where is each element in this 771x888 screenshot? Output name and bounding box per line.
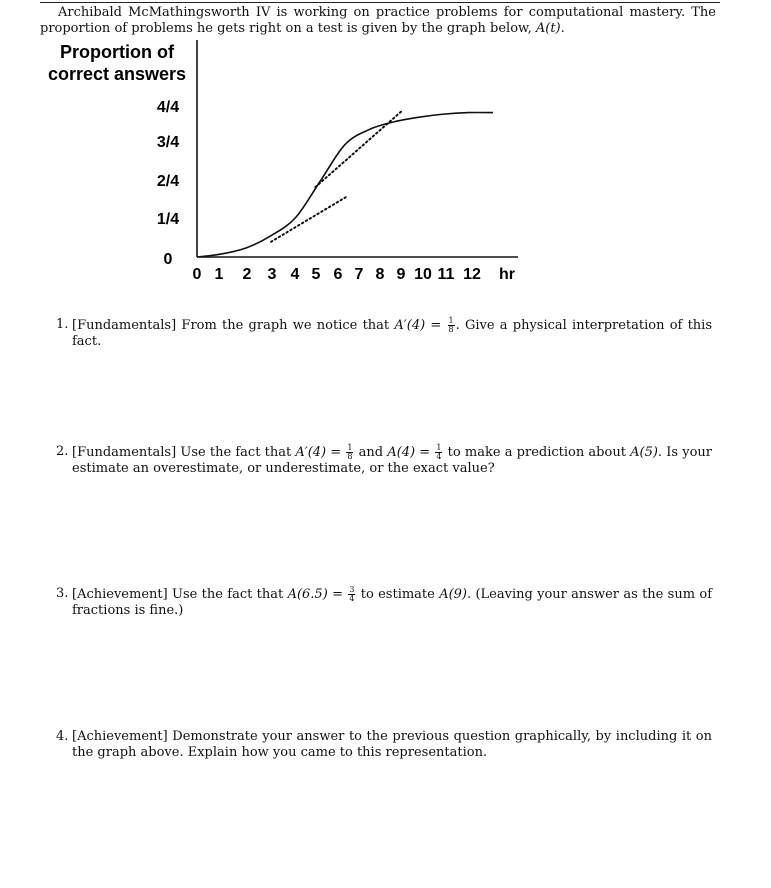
q2-frac2-num: 1 bbox=[436, 443, 442, 452]
question-4-tag: [Achievement] bbox=[72, 729, 168, 744]
x-tick-label: 0 bbox=[192, 266, 202, 283]
x-tick-label: 1 bbox=[214, 266, 224, 283]
y-axis-label bbox=[48, 42, 186, 84]
question-1-tag: [Fundamentals] bbox=[72, 318, 177, 333]
y-tick-labels bbox=[157, 99, 179, 268]
question-3-number: 3. bbox=[56, 586, 69, 601]
q1-frac-den: 8 bbox=[448, 325, 454, 334]
q4-text-1: Demonstrate your answer to the previous question graphically, by including it on the graph above. Explain how you came to this representation. bbox=[72, 729, 712, 760]
x-tick-label: 8 bbox=[375, 266, 385, 283]
question-3-tag: [Achievement] bbox=[72, 587, 168, 602]
q2-fraction-2 bbox=[435, 444, 442, 461]
x-tick-label: 2 bbox=[242, 266, 252, 283]
intro-function: A(t) bbox=[535, 21, 561, 36]
question-3 bbox=[56, 586, 712, 619]
q3-math-1: A(6.5) = bbox=[287, 587, 343, 602]
x-tick-label: 3 bbox=[267, 266, 277, 283]
series-group bbox=[197, 112, 493, 257]
x-tick-label: 9 bbox=[396, 266, 406, 283]
q3-frac-num: 3 bbox=[349, 585, 355, 594]
question-1-number: 1. bbox=[56, 317, 69, 332]
q1-text-2: . Give a physical interpretation of this fact. bbox=[72, 318, 712, 349]
q2-text-1: Use the fact that bbox=[180, 445, 292, 460]
tangent-at-4 bbox=[271, 196, 347, 242]
q2-math-1: A′(4) = bbox=[295, 445, 342, 460]
x-tick-label: 5 bbox=[311, 266, 321, 283]
x-axis-unit-label: hr bbox=[499, 266, 515, 283]
q2-text-2: and bbox=[358, 445, 384, 460]
q3-text-3: . (Leaving your answer as the sum of fractions is fine.) bbox=[72, 587, 713, 618]
question-2-number: 2. bbox=[56, 444, 69, 459]
intro-text: Archibald McMathingsworth IV is working on practice problems for computational mastery. The proportion of problems he gets right on a test is given by the graph below, bbox=[40, 5, 716, 36]
q2-math-2: A(4) = bbox=[387, 445, 431, 460]
q2-math-3: A(5) bbox=[630, 445, 658, 460]
q3-math-2: A(9) bbox=[439, 587, 467, 602]
y-tick-label: 3/4 bbox=[156, 134, 180, 151]
question-4-number: 4. bbox=[56, 729, 69, 744]
y-tick-label: 1/4 bbox=[156, 211, 180, 228]
y-tick-label: 2/4 bbox=[156, 173, 180, 190]
x-tick-label: 4 bbox=[290, 266, 300, 283]
x-tick-label: 10 bbox=[414, 266, 432, 283]
y-axis-label-line-2: correct answers bbox=[47, 64, 187, 84]
x-tick-label: 11 bbox=[437, 266, 455, 283]
intro-period: . bbox=[560, 21, 565, 36]
q1-text-1: From the graph we notice that bbox=[181, 318, 390, 333]
q2-frac1-num: 1 bbox=[347, 443, 353, 452]
q3-fraction bbox=[348, 586, 355, 603]
x-tick-label: 6 bbox=[333, 266, 343, 283]
q2-frac1-den: 8 bbox=[347, 452, 353, 461]
question-4 bbox=[56, 729, 712, 761]
x-tick-label: 7 bbox=[354, 266, 364, 283]
q1-fraction bbox=[448, 317, 455, 334]
y-tick-label: 0 bbox=[163, 251, 173, 268]
x-tick-label: 12 bbox=[463, 266, 481, 283]
q2-text-4: . Is your estimate an overestimate, or underestimate, or the exact value? bbox=[72, 445, 712, 476]
q2-frac2-den: 4 bbox=[436, 452, 442, 461]
q3-text-1: Use the fact that bbox=[172, 587, 284, 602]
q1-math-1: A′(4) = bbox=[394, 318, 442, 333]
y-axis-label-line-1: Proportion of bbox=[60, 42, 174, 62]
q1-frac-num: 1 bbox=[448, 316, 454, 325]
question-2 bbox=[56, 444, 712, 477]
y-tick-label: 4/4 bbox=[156, 99, 180, 116]
question-1 bbox=[56, 317, 712, 350]
q2-text-3: to make a prediction about bbox=[447, 445, 626, 460]
series-curve-a-of-t bbox=[197, 112, 493, 257]
q3-text-2: to estimate bbox=[360, 587, 435, 602]
x-tick-labels bbox=[193, 266, 481, 283]
q2-fraction-1 bbox=[346, 444, 353, 461]
q3-frac-den: 4 bbox=[349, 594, 355, 603]
question-2-tag: [Fundamentals] bbox=[72, 445, 177, 460]
